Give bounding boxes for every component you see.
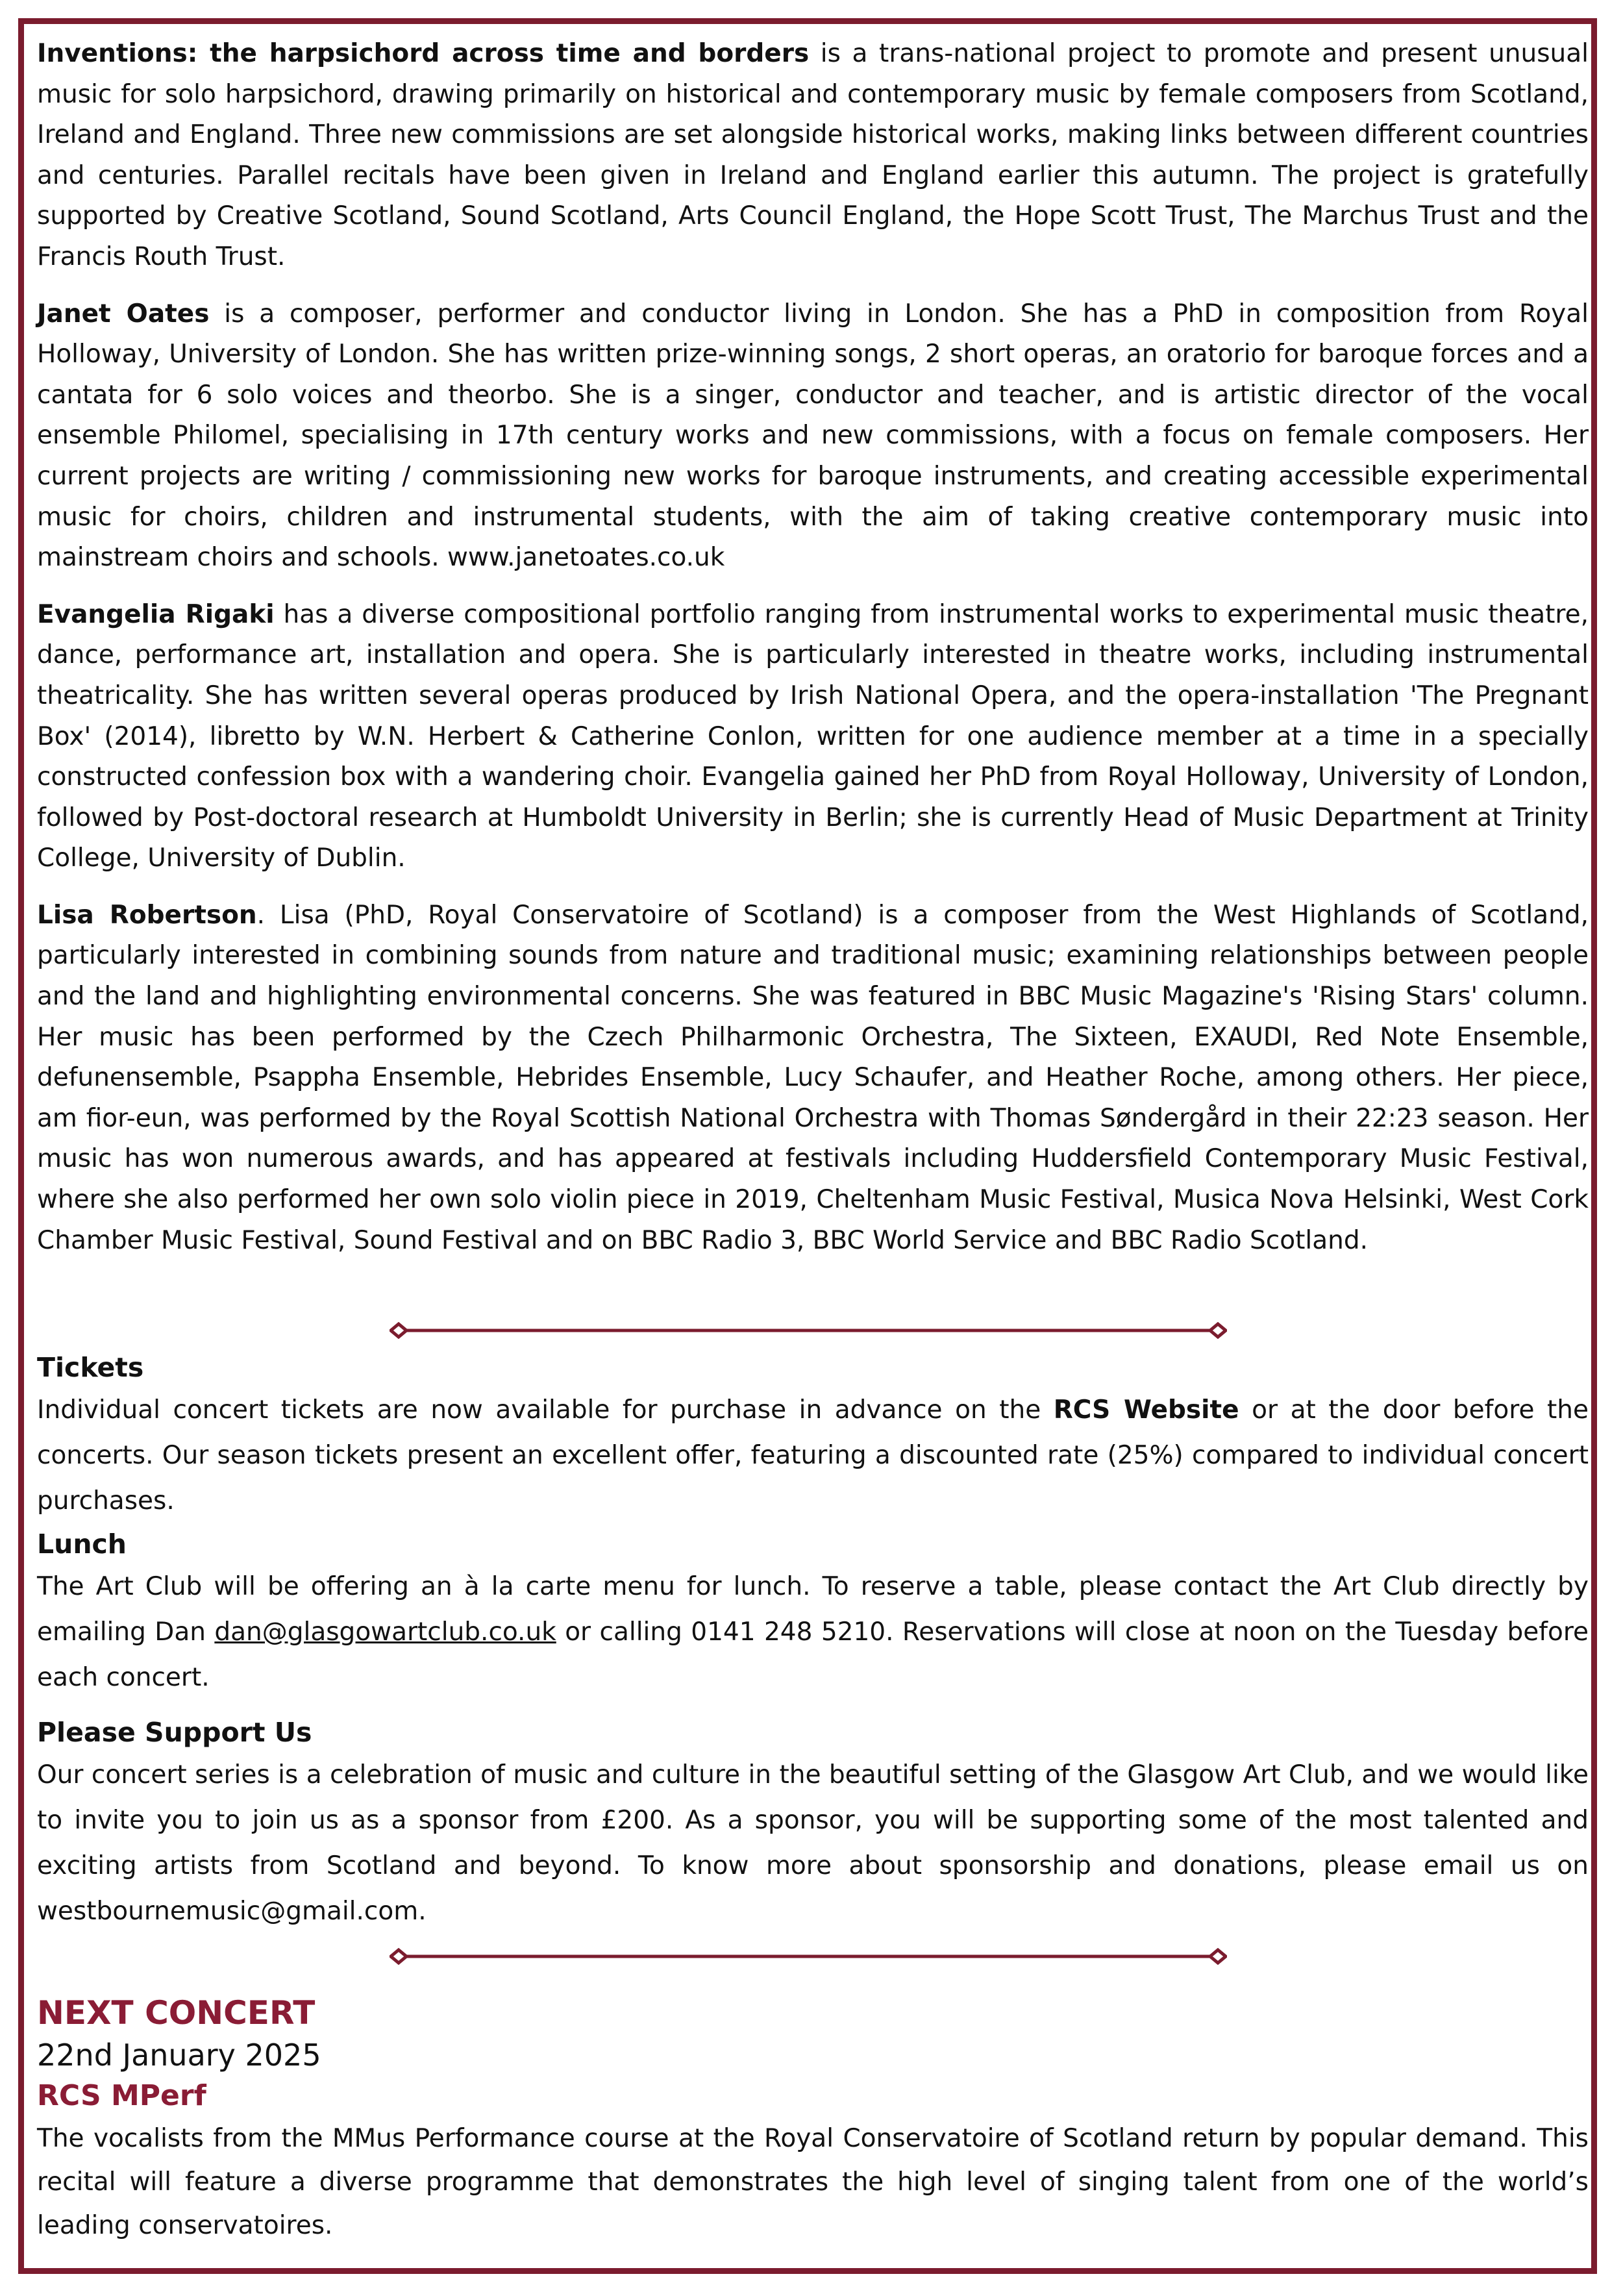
support-text: Our concert series is a celebration of music and culture in the beautiful setting of the Glasgow Art Club, and we would like to invite you to join us as a sponsor from £200. As a sponsor, you will be supporting some of the most talented and exciting artists from Scotland and beyond. To know more about sponsorship and donations, please email us on westbournemusic@gmail.com. — [37, 1760, 1589, 1926]
lunch-text: The Art Club will be offering an à la carte menu for lunch. To reserve a table, please contact the Art Club directly by emailing Dan dan@glasgowartclub.co.uk or calling 0141 248 5210. Reservations will close at noon on the Tuesday before each concert. — [37, 1572, 1589, 1692]
bio-text: . Lisa (PhD, Royal Conservatoire of Scotland) is a composer from the West Highlands of Scotland, particularly interested in combining sounds from nature and traditional music; examining relationships between people and the land and highlighting environmental concerns. She was featured in BBC Music Magazine's 'Rising Stars' column. Her music has been performed by the Czech Philharmonic Orchestra, The Sixteen, EXAUDI, Red Note Ensemble, defunensemble, Psappha Ensemble, Hebrides Ensemble, Lucy Schaufer, and Heather Roche, among others. Her piece, am fior-eun, was performed by the Royal Scottish National Orchestra with Thomas Søndergård in their 22:23 season. Her music has won numerous awards, and has appeared at festivals including Huddersfield Contemporary Music Festival, where she also performed her own solo violin piece in 2019, Cheltenham Music Festival, Musica Nova Helsinki, West Cork Chamber Music Festival, Sound Festival and on BBC Radio 3, BBC World Service and BBC Radio Scotland. — [37, 900, 1589, 1255]
bio-name: Inventions: the harpsichord across time and borders — [37, 39, 810, 68]
tickets-text: Individual concert tickets are now available for purchase in advance on the RCS Website or at the door before the concerts. Our season tickets present an excellent offer, featuring a discounted rate (25%) compared to individual concert purchases. — [37, 1395, 1589, 1516]
support-heading: Please Support Us — [37, 1717, 312, 1748]
bio-name: Lisa Robertson — [37, 900, 257, 930]
lunch-heading: Lunch — [37, 1529, 127, 1560]
bio-evangelia-rigaki — [37, 595, 1589, 879]
next-concert-title: NEXT CONCERT — [37, 1994, 316, 2032]
email-link[interactable]: dan@glasgowartclub.co.uk — [214, 1617, 556, 1647]
section-divider-bottom — [390, 1948, 1227, 1965]
section-divider-top — [390, 1322, 1227, 1339]
bio-name: Evangelia Rigaki — [37, 599, 275, 629]
next-concert-description: The vocalists from the MMus Performance course at the Royal Conservatoire of Scotland return by popular demand. This recital will feature a diverse programme that demonstrates the high level of singing talent from one of the world’s leading conservatoires. — [37, 2124, 1589, 2240]
bio-text: has a diverse compositional portfolio ranging from instrumental works to experimental music theatre, dance, performance art, installation and opera. She is particularly interested in theatre works, including instrumental theatricality. She has written several operas produced by Irish National Opera, and the opera-installation 'The Pregnant Box' (2014), libretto by W.N. Herbert & Catherine Conlon, written for one audience member at a time in a specially constructed confession box with a wandering choir. Evangelia gained her PhD from Royal Holloway, University of London, followed by Post-doctoral research at Humboldt University in Berlin; she is currently Head of Music Department at Trinity College, University of Dublin. — [37, 599, 1589, 873]
next-concert-date: 22nd January 2025 — [37, 2038, 321, 2073]
next-concert — [37, 1991, 1589, 2247]
next-concert-performer: RCS MPerf — [37, 2079, 206, 2112]
biographies — [37, 34, 1589, 1277]
support-section — [37, 1712, 1589, 1934]
bio-text: is a trans-national project to promote and present unusual music for solo harpsichord, drawing primarily on historical and contemporary music by female composers from Scotland, Ireland and England. Three new commissions are set alongside historical works, making links between different countries and centuries. Parallel recitals have been given in Ireland and England earlier this autumn. The project is gratefully supported by Creative Scotland, Sound Scotland, Arts Council England, the Hope Scott Trust, The Marchus Trust and the Francis Routh Trust. — [37, 39, 1589, 271]
tickets-heading: Tickets — [37, 1352, 144, 1383]
rcs-website-link[interactable]: RCS Website — [1053, 1395, 1239, 1425]
bio-project — [37, 34, 1589, 278]
bio-lisa-robertson — [37, 895, 1589, 1261]
bio-text: is a composer, performer and conductor living in London. She has a PhD in composition from Royal Holloway, University of London. She has written prize-winning songs, 2 short operas, an oratorio for baroque forces and a cantata for 6 solo voices and theorbo. She is a singer, conductor and teacher, and is artistic director of the vocal ensemble Philomel, specialising in 17th century works and new commissions, with a focus on female composers. Her current projects are writing / commissioning new works for baroque instruments, and creating accessible experimental music for choirs, children and instrumental students, with the aim of taking creative contemporary music into mainstream choirs and schools. www.janetoates.co.uk — [37, 299, 1589, 573]
info-section — [37, 1347, 1589, 1701]
bio-name: Janet Oates — [37, 299, 210, 329]
bio-janet-oates — [37, 294, 1589, 579]
